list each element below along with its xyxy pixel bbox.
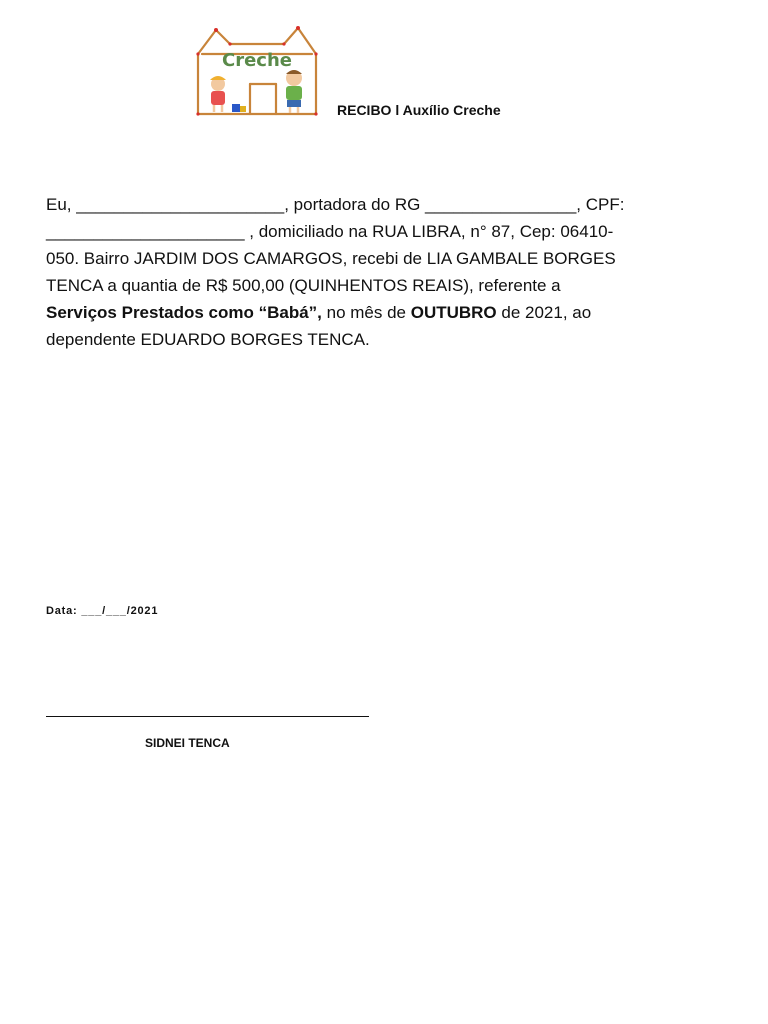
- signature-line: [46, 716, 369, 717]
- service-description: Serviços Prestados como “Babá”,: [46, 303, 322, 322]
- boy-figure-icon: [286, 70, 302, 113]
- document-title: RECIBO l Auxílio Creche: [337, 102, 501, 118]
- toy-block-icon: [232, 104, 240, 112]
- body-line-2: _____________________ , domiciliado na RUA LIBRA, n° 87, Cep: 06410-: [46, 222, 614, 241]
- body-line-5-text-b: de 2021, ao: [496, 303, 592, 322]
- creche-logo: [190, 24, 324, 118]
- body-line-1: Eu, ______________________, portadora do RG ________________, CPF:: [46, 195, 625, 214]
- body-line-5-text-a: no mês de: [321, 303, 411, 322]
- month-label: OUTUBRO: [410, 303, 497, 322]
- date-field: Data: ___/___/2021: [46, 605, 159, 617]
- body-line-4: TENCA a quantia de R$ 500,00 (QUINHENTOS REAIS), referente a: [46, 276, 561, 295]
- body-line-6: dependente EDUARDO BORGES TENCA.: [46, 330, 370, 349]
- signature-name: SIDNEI TENCA: [145, 736, 230, 750]
- body-line-5: [46, 299, 666, 326]
- body-line-3: 050. Bairro JARDIM DOS CAMARGOS, recebi de LIA GAMBALE BORGES: [46, 249, 616, 268]
- receipt-body: [46, 191, 666, 353]
- logo-text: Creche: [222, 50, 292, 71]
- girl-figure-icon: [210, 76, 226, 112]
